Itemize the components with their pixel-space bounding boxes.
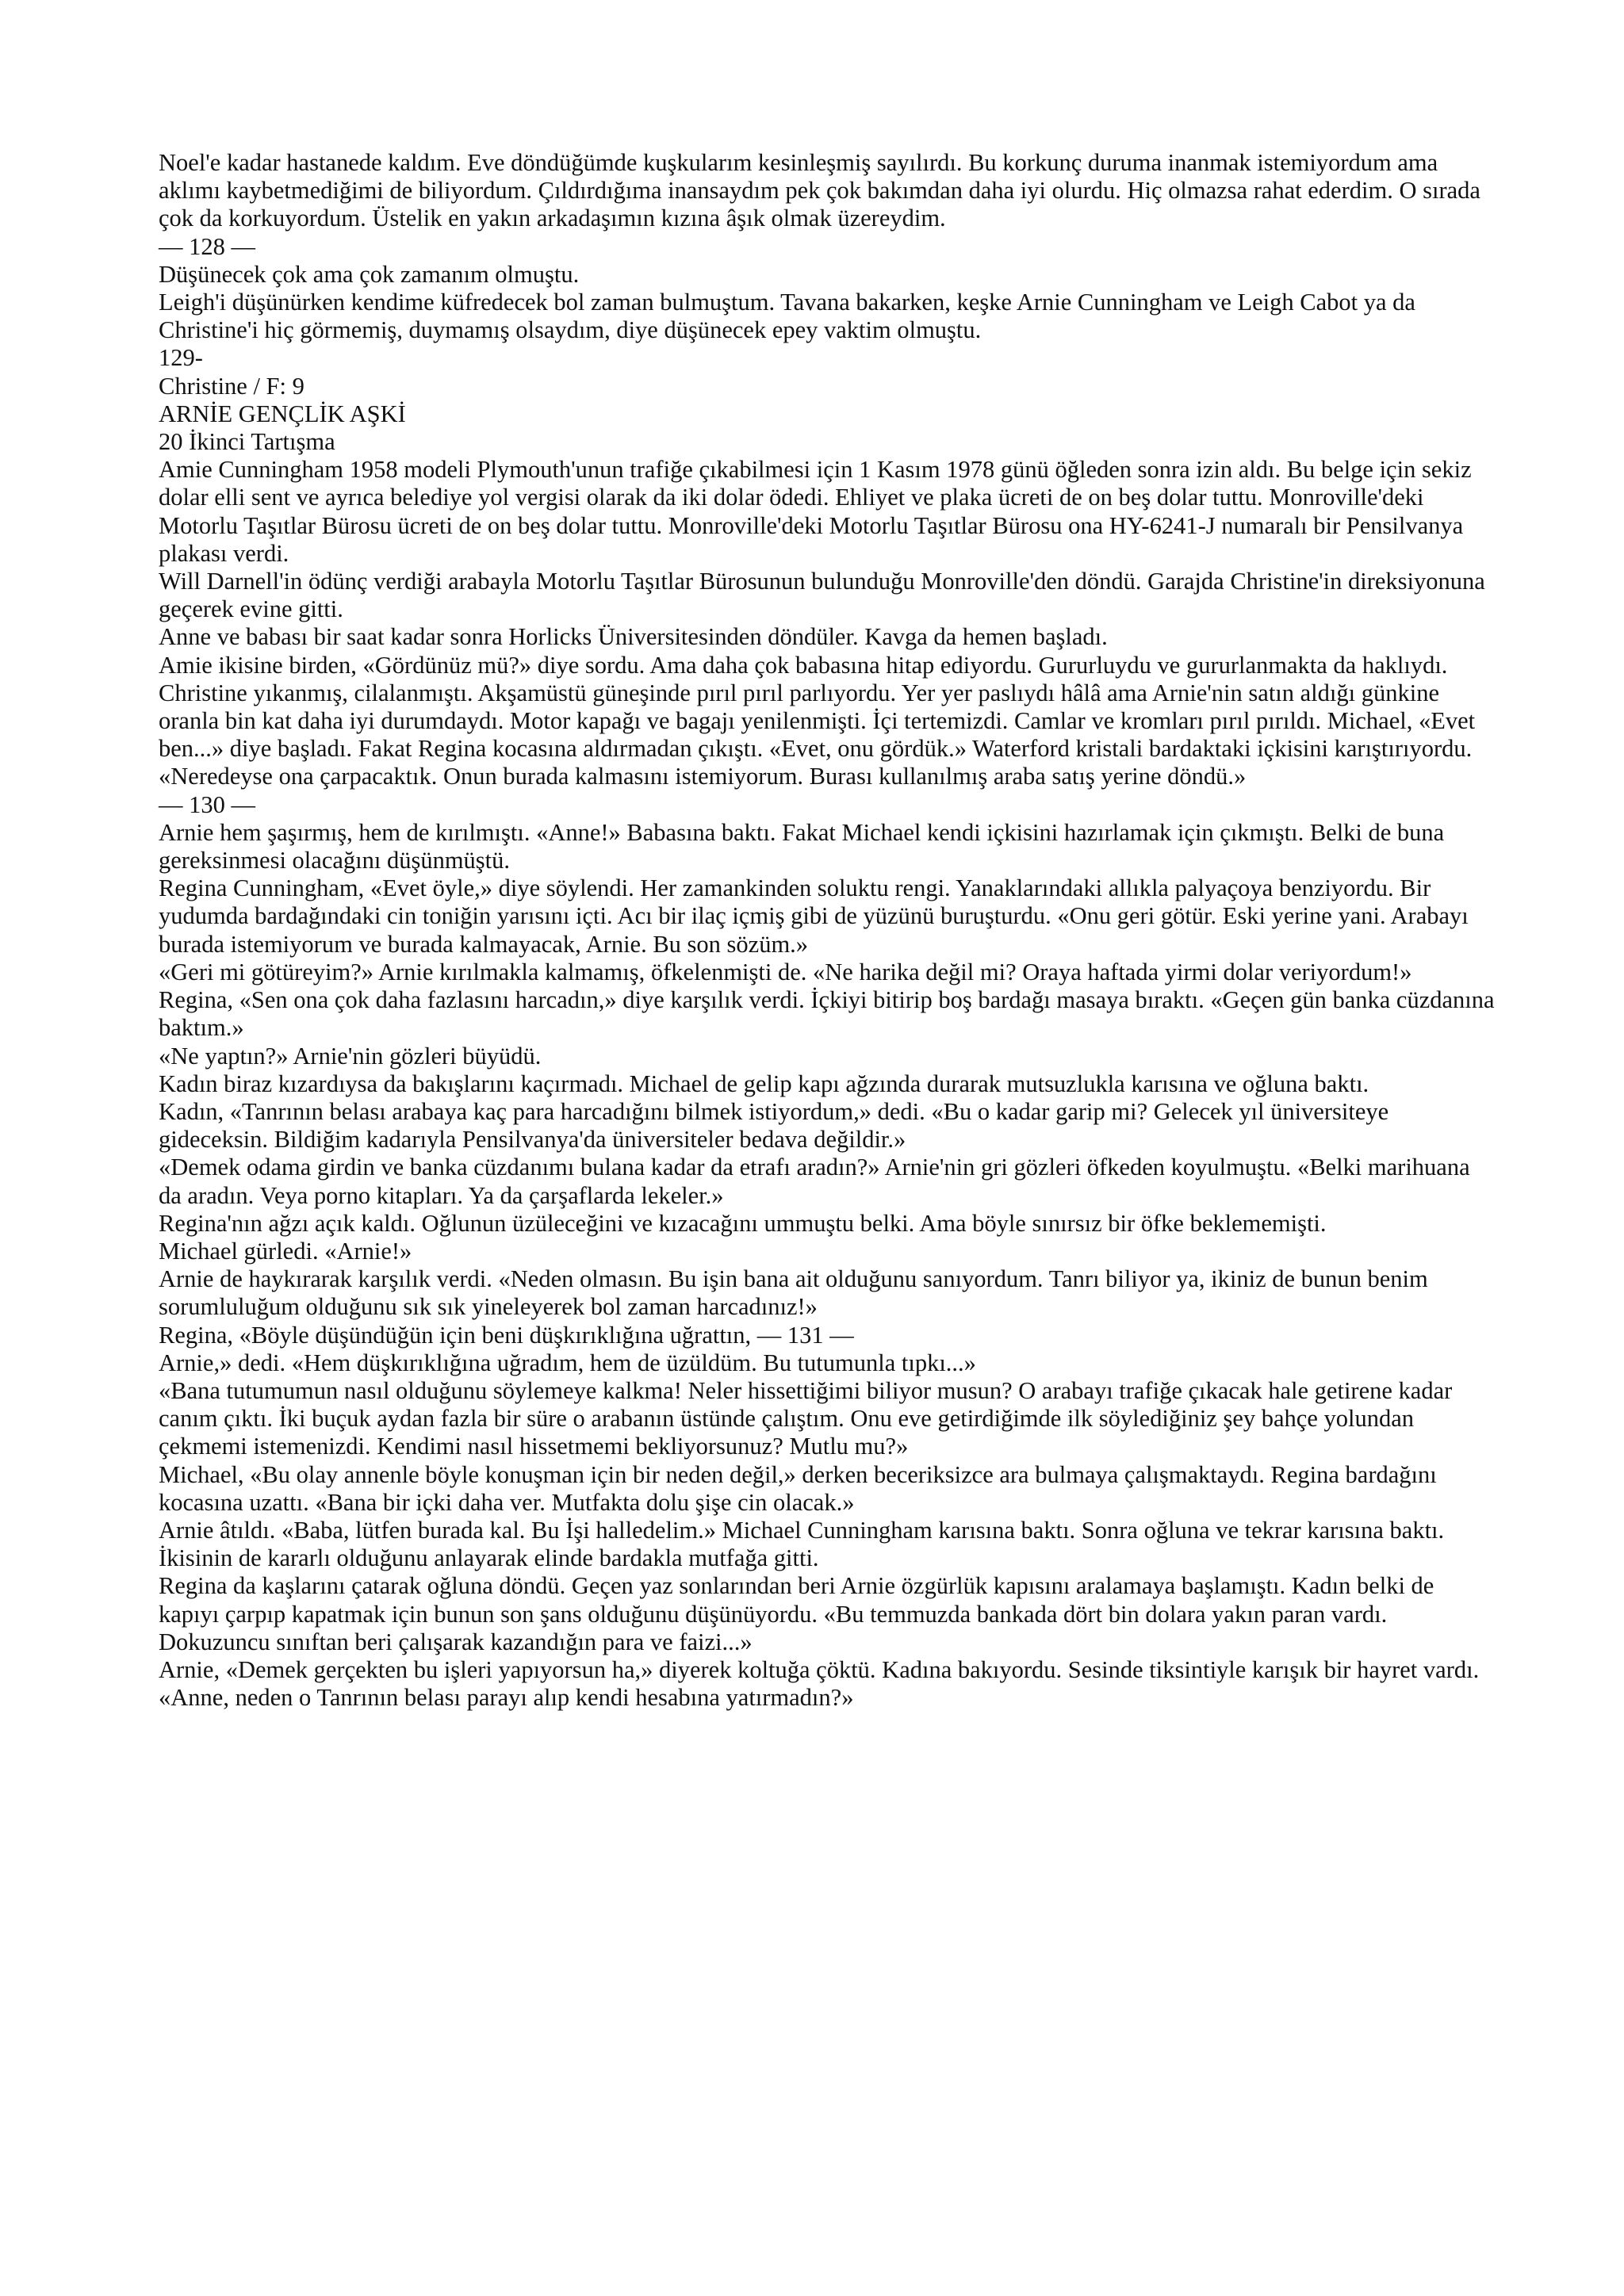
paragraph: Anne ve babası bir saat kadar sonra Horlicks Üniversitesinden döndüler. Kavga da hemen başladı. [159, 623, 1108, 651]
page-number: 129- [159, 344, 203, 372]
paragraph: Regina Cunningham, «Evet öyle,» diye söylendi. Her zamankinden soluktu rengi. Yanaklarındaki allıkla palyaçoya benziyordu. Bir yudumda bardağındaki cin toniğin yarısını içti. Acı bir ilaç içmiş gibi de yüzünü buruşturdu. «Onu geri götür. Eski yerine yani. Arabayı burada istemiyorum ve burada kalmayacak, Arnie. Bu son sözüm.» [159, 874, 1469, 958]
paragraph: Noel'e kadar hastanede kaldım. Eve döndüğümde kuşkularım kesinleşmiş sayılırdı. Bu korkunç duruma inanmak istemiyordum ama aklımı kaybetmediğimi de biliyordum. Çıldırdığıma inansaydım pek çok bakımdan daha iyi olurdu. Hiç olmazsa rahat ederdim. O sırada çok da korkuyordum. Üstelik en yakın arkadaşımın kızına âşık olmak üzereydim. [159, 149, 1480, 232]
chapter-title: 20 İkinci Tartışma [159, 428, 335, 456]
paragraph: Düşünecek çok ama çok zamanım olmuştu. [159, 260, 580, 288]
paragraph: «Geri mi götüreyim?» Arnie kırılmakla kalmamış, öfkelenmişti de. «Ne harika değil mi? Oraya haftada yirmi dolar veriyordum!» [159, 958, 1412, 985]
paragraph: «Ne yaptın?» Arnie'nin gözleri büyüdü. [159, 1042, 542, 1070]
paragraph: Will Darnell'in ödünç verdiği arabayla Motorlu Taşıtlar Bürosunun bulunduğu Monroville'den döndü. Garajda Christine'in direksiyonuna geçerek evine gitti. [159, 568, 1485, 623]
paragraph: Kadın biraz kızardıysa da bakışlarını kaçırmadı. Michael de gelip kapı ağzında durarak mutsuzlukla karısına ve oğluna baktı. [159, 1070, 1369, 1097]
paragraph: Arnie,» dedi. «Hem düşkırıklığına uğradım, hem de üzüldüm. Bu tutumunla tıpkı...» [159, 1349, 976, 1376]
page-number: — 130 — [159, 790, 255, 818]
paragraph: Kadın, «Tanrının belası arabaya kaç para harcadığını bilmek istiyordum,» dedi. «Bu o kadar garip mi? Gelecek yıl üniversiteye gideceksin. Bildiğim kadarıyla Pensilvanya'da üniversiteler bedava değildir.» [159, 1097, 1389, 1154]
paragraph: Amie ikisine birden, «Gördünüz mü?» diye sordu. Ama daha çok babasına hitap ediyordu. Gururluydu ve gururlanmakta da haklıydı. Christine yıkanmış, cilalanmıştı. Akşamüstü güneşinde pırıl pırıl parlıyordu. Yer yer paslıydı hâlâ ama Arnie'nin satın aldığı günkine oranla bin kat daha iyi durumdaydı. Motor kapağı ve bagajı yenilenmişti. İçi tertemizdi. Camlar ve kromları pırıl pırıldı. Michael, «Evet ben...» diye başladı. Fakat Regina kocasına aldırmadan çıkıştı. «Evet, onu gördük.» Waterford kristali bardaktaki içkisini karıştırıyordu. «Neredeyse ona çarpacaktık. Onun burada kalmasını istemiyorum. Burası kullanılmış araba satış yerine döndü.» [159, 651, 1476, 790]
paragraph: «Demek odama girdin ve banka cüzdanımı bulana kadar da etrafı aradın?» Arnie'nin gri gözleri öfkeden koyulmuştu. «Belki marihuana da aradın. Veya porno kitapları. Ya da çarşaflarda lekeler.» [159, 1154, 1470, 1209]
paragraph: Michael, «Bu olay annenle böyle konuşman için bir neden değil,» derken beceriksizce ara bulmaya çalışmaktaydı. Regina bardağını kocasına uzattı. «Bana bir içki daha ver. Mutfakta dolu şişe cin olacak.» [159, 1460, 1437, 1516]
paragraph: Arnie hem şaşırmış, hem de kırılmıştı. «Anne!» Babasına baktı. Fakat Michael kendi içkisini hazırlamak için çıkmıştı. Belki de buna gereksinmesi olacağını düşünmüştü. [159, 818, 1445, 874]
paragraph: Arnie âtıldı. «Baba, lütfen burada kal. Bu İşi halledelim.» Michael Cunningham karısına baktı. Sonra oğluna ve tekrar karısına baktı. İkisinin de kararlı olduğunu anlayarak elinde bardakla mutfağa gitti. [159, 1516, 1445, 1572]
running-header: Christine / F: 9 [159, 372, 304, 400]
paragraph: «Bana tutumumun nasıl olduğunu söylemeye kalkma! Neler hissettiğimi biliyor musun? O arabayı trafiğe çıkacak hale getirene kadar canım çıktı. İki buçuk aydan fazla bir süre o arabanın üstünde çalıştım. Onu eve getirdiğimde ilk söylediğiniz şey bahçe yolundan çekmemi istemenizdi. Kendimi nasıl hissetmemi bekliyorsunuz? Mutlu mu?» [159, 1376, 1453, 1460]
paragraph: Regina, «Sen ona çok daha fazlasını harcadın,» diye karşılık verdi. İçkiyi bitirip boş bardağı masaya bıraktı. «Geçen gün banka cüzdanına baktım.» [159, 986, 1495, 1042]
paragraph: Regina da kaşlarını çatarak oğluna döndü. Geçen yaz sonlarından beri Arnie özgürlük kapısını aralamaya başlamıştı. Kadın belki de kapıyı çarpıp kapatmak için bunun son şans olduğunu düşünüyordu. «Bu temmuzda bankada dört bin dolara yakın paran vardı. Dokuzuncu sınıftan beri çalışarak kazandığın para ve faizi...» [159, 1572, 1434, 1655]
document-page [159, 149, 1499, 1712]
paragraph: Regina, «Böyle düşündüğün için beni düşkırıklığına uğrattın, — 131 — [159, 1321, 854, 1349]
paragraph: Amie Cunningham 1958 modeli Plymouth'unun trafiğe çıkabilmesi için 1 Kasım 1978 günü öğleden sonra izin aldı. Bu belge için sekiz dolar elli sent ve ayrıca belediye yol vergisi olarak da iki dolar ödedi. Ehliyet ve plaka ücreti de on beş dolar tuttu. Monroville'deki Motorlu Taşıtlar Bürosu ücreti de on beş dolar tuttu. Monroville'deki Motorlu Taşıtlar Bürosu ona HY-6241-J numaralı bir Pensilvanya plakası verdi. [159, 456, 1472, 567]
paragraph: Regina'nın ağzı açık kaldı. Oğlunun üzüleceğini ve kızacağını ummuştu belki. Ama böyle sınırsız bir öfke beklememişti. [159, 1209, 1327, 1237]
paragraph: Arnie, «Demek gerçekten bu işleri yapıyorsun ha,» diyerek koltuğa çöktü. Kadına bakıyordu. Sesinde tiksintiyle karışık bir hayret vardı. «Anne, neden o Tanrının belası parayı alıp kendi hesabına yatırmadın?» [159, 1655, 1480, 1712]
paragraph: Arnie de haykırarak karşılık verdi. «Neden olmasın. Bu işin bana ait olduğunu sanıyordum. Tanrı biliyor ya, ikiniz de bunun benim sorumluluğum olduğunu sık sık yineleyerek bol zaman harcadınız!» [159, 1265, 1428, 1321]
page-number: — 128 — [159, 232, 255, 260]
paragraph: Michael gürledi. «Arnie!» [159, 1237, 412, 1265]
part-title: ARNİE GENÇLİK AŞKİ [159, 400, 406, 427]
paragraph: Leigh'i düşünürken kendime küfredecek bol zaman bulmuştum. Tavana bakarken, keşke Arnie Cunningham ve Leigh Cabot ya da Christine'i hiç görmemiş, duymamış olsaydım, diye düşünecek epey vaktim olmuştu. [159, 289, 1415, 344]
